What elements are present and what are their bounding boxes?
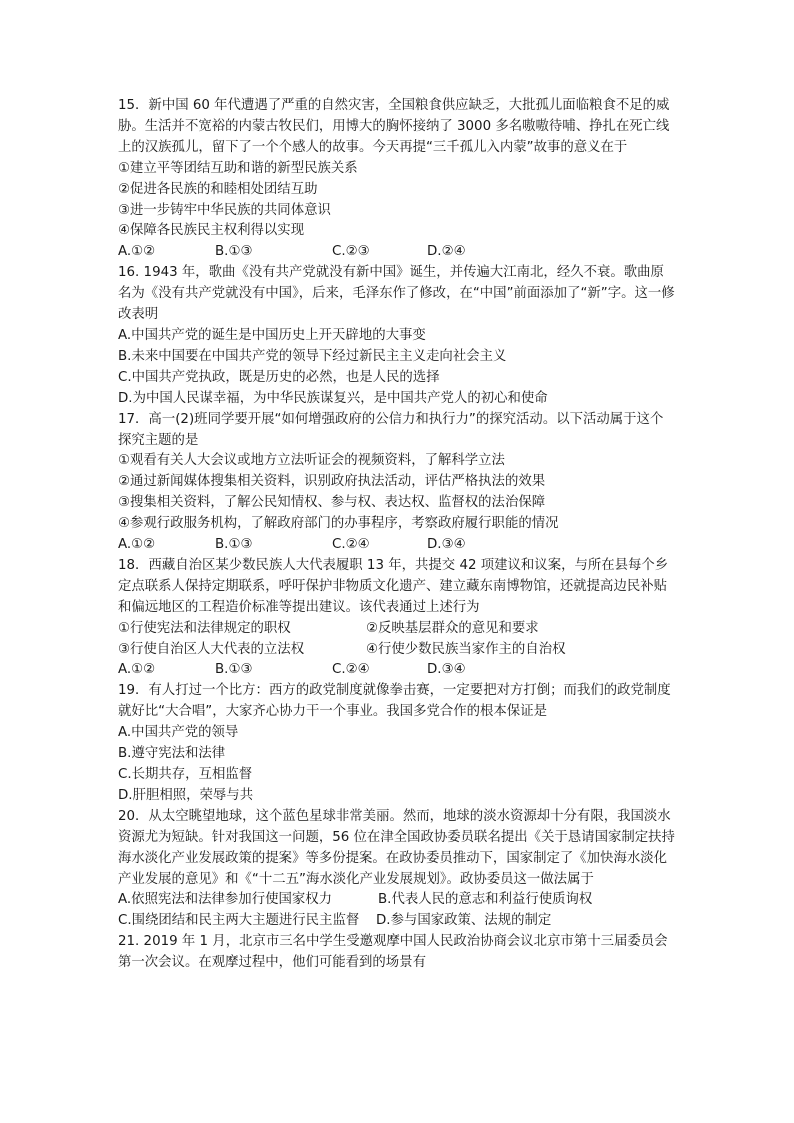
question-19-stem: 19．有人打过一个比方：西方的政党制度就像拳击赛，一定要把对方打倒；而我们的政党制度就好比“大合唱”，大家齐心协力干一个事业。我国多党合作的根本保证是	[118, 683, 671, 720]
question-15-choice-b: B.①③	[215, 244, 253, 260]
question-20-choices-row-1	[118, 890, 676, 911]
question-18-item-3: ③行使自治区人大代表的立法权	[118, 641, 305, 657]
question-15-choice-a: A.①②	[118, 244, 156, 260]
question-15-choices	[118, 242, 676, 263]
question-17-item-2: ②通过新闻媒体搜集相关资料，识别政府执法活动，评估严格执法的效果	[118, 474, 546, 490]
question-17-choices	[118, 535, 676, 556]
question-18-choice-a: A.①②	[118, 662, 156, 678]
question-17-stem: 17．高一(2)班同学要开展“如何增强政府的公信力和执行力”的探究活动。以下活动属于这个探究主题的是	[118, 411, 664, 448]
question-18-items-row-2	[118, 640, 676, 661]
question-16-stem: 16. 1943 年，歌曲《没有共产党就没有新中国》诞生，并传遍大江南北，经久不衰。歌曲原名为《没有共产党就没有中国》，后来，毛泽东作了修改，在“中国”前面添加了“新”字。这一修改表明	[118, 265, 675, 323]
question-18-choice-c: C.②④	[332, 662, 370, 678]
question-17-item-1: ①观看有关人大会议或地方立法听证会的视频资料，了解科学立法	[118, 453, 505, 469]
question-19-choice-d: D.肝胆相照，荣辱与共	[118, 787, 254, 803]
question-17-choice-a: A.①②	[118, 537, 156, 553]
question-18-choices	[118, 660, 676, 681]
question-18-item-4: ④行使少数民族当家作主的自治权	[366, 641, 566, 657]
question-16-choice-c: C.中国共产党执政，既是历史的必然，也是人民的选择	[118, 369, 440, 385]
question-16-choice-a: A.中国共产党的诞生是中国历史上开天辟地的大事变	[118, 327, 426, 343]
question-17-choice-d: D.③④	[427, 537, 466, 553]
question-17-item-4: ④参观行政服务机构，了解政府部门的办事程序，考察政府履行职能的情况	[118, 516, 559, 532]
question-15-item-1: ①建立平等团结互助和谐的新型民族关系	[118, 160, 358, 176]
question-15-item-4: ④保障各民族民主权利得以实现	[118, 223, 305, 239]
question-21-stem: 21. 2019 年 1 月，北京市三名中学生受邀观摩中国人民政治协商会议北京市第十三届委员会第一次会议。在观摩过程中，他们可能看到的场景有	[118, 934, 668, 971]
question-20-choice-c: C.围绕团结和民主两大主题进行民主监督	[118, 913, 360, 929]
question-15-choice-c: C.②③	[332, 244, 370, 260]
question-19-choice-a: A.中国共产党的领导	[118, 725, 239, 741]
question-18-stem: 18．西藏自治区某少数民族人大代表履职 13 年，共提交 42 项建议和议案，与所在县每个乡定点联系人保持定期联系，呼吁保护非物质文化遗产、建立藏东南博物馆，还就提高边民补贴和偏远地区的工程造价标准等提出建议。该代表通过上述行为	[118, 557, 669, 615]
question-16-choice-d: D.为中国人民谋幸福，为中华民族谋复兴，是中国共产党人的初心和使命	[118, 390, 548, 406]
question-18-choice-b: B.①③	[215, 662, 253, 678]
question-18-item-1: ①行使宪法和法律规定的职权	[118, 620, 291, 636]
question-20-stem: 20．从太空眺望地球，这个蓝色星球非常美丽。然而，地球的淡水资源却十分有限，我国淡水资源尤为短缺。针对我国这一问题，56 位在津全国政协委员联名提出《关于恳请国家制定扶持海水淡化产业发展政策的提案》等多份提案。在政协委员推动下，国家制定了《加快海水淡化产业发展的意见》和《“十二五”海水淡化产业发展规划》。政协委员这一做法属于	[118, 808, 675, 887]
question-20-choice-b: B.代表人民的意志和利益行使质询权	[378, 892, 593, 908]
question-17-choice-c: C.②④	[332, 537, 370, 553]
question-18-choice-d: D.③④	[427, 662, 466, 678]
question-20-choices-row-2	[118, 911, 676, 932]
question-15-item-2: ②促进各民族的和睦相处团结互助	[118, 181, 318, 197]
question-18-item-2: ②反映基层群众的意见和要求	[366, 620, 539, 636]
question-15-choice-d: D.②④	[427, 244, 466, 260]
question-20-choice-a: A.依照宪法和法律参加行使国家权力	[118, 892, 333, 908]
question-17-item-3: ③搜集相关资料，了解公民知情权、参与权、表达权、监督权的法治保障	[118, 495, 546, 511]
question-19-choice-c: C.长期共存，互相监督	[118, 767, 253, 782]
question-20-choice-d: D.参与国家政策、法规的制定	[376, 913, 552, 929]
question-18-items-row-1	[118, 619, 676, 640]
question-19-choice-b: B.遵守宪法和法律	[118, 746, 226, 762]
question-list	[118, 96, 676, 974]
question-15-stem: 15．新中国 60 年代遭遇了严重的自然灾害，全国粮食供应缺乏，大批孤儿面临粮食不足的威胁。生活并不宽裕的内蒙古牧民们，用博大的胸怀接纳了 3000 多名嗷嗷待哺、挣扎在死亡线上的汉族孤儿，留下了一个个感人的故事。今天再提“三千孤儿入内蒙”故事的意义在于	[118, 98, 670, 155]
question-15-item-3: ③进一步铸牢中华民族的共同体意识	[118, 202, 331, 218]
question-16-choice-b: B.未来中国要在中国共产党的领导下经过新民主主义走向社会主义	[118, 348, 507, 364]
question-17-choice-b: B.①③	[215, 537, 253, 553]
